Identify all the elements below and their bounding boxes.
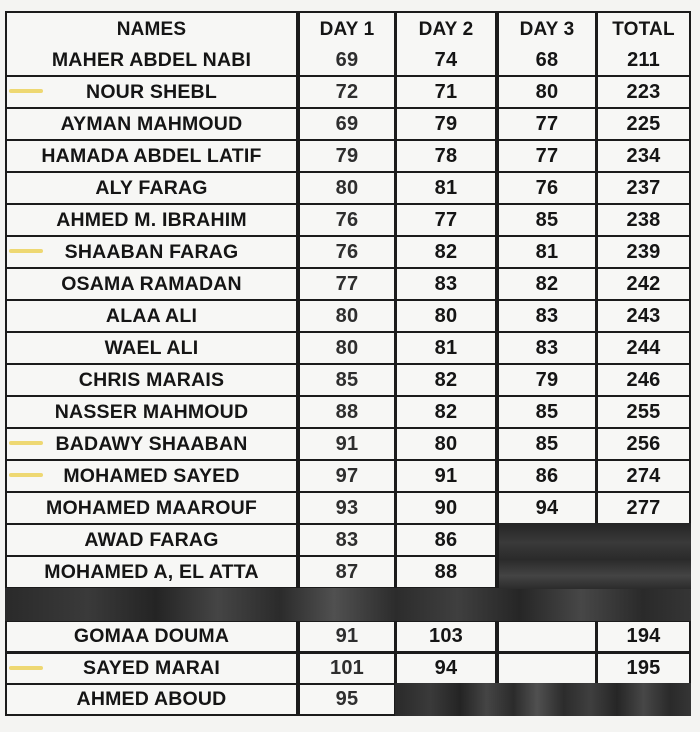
player-name: AHMED ABOUD xyxy=(7,685,296,714)
day3-score: 83 xyxy=(499,301,595,331)
day2-score: 79 xyxy=(397,109,495,139)
column-header-day1: DAY 1 xyxy=(300,13,394,45)
total-score: 194 xyxy=(598,622,689,651)
total-score: 243 xyxy=(598,301,689,331)
total-score: 223 xyxy=(598,77,689,107)
day1-score: 97 xyxy=(300,461,394,491)
shaded-empty-area xyxy=(499,523,691,589)
column-header-day2: DAY 2 xyxy=(397,13,495,45)
total-score: 244 xyxy=(598,333,689,363)
day3-score: 80 xyxy=(499,77,595,107)
day2-score: 74 xyxy=(397,45,495,75)
day1-score: 87 xyxy=(300,557,394,587)
day2-score: 77 xyxy=(397,205,495,235)
day3-score: 94 xyxy=(499,493,595,523)
day2-score: 82 xyxy=(397,365,495,395)
scores-table xyxy=(5,11,691,716)
column-header-day3: DAY 3 xyxy=(499,13,595,45)
day1-score: 88 xyxy=(300,397,394,427)
day3-score xyxy=(499,654,595,683)
player-name: OSAMA RAMADAN xyxy=(7,269,296,299)
day3-score xyxy=(499,622,595,651)
day1-score: 76 xyxy=(300,237,394,267)
player-name: AHMED M. IBRAHIM xyxy=(7,205,296,235)
highlighter-mark xyxy=(9,441,43,445)
day2-score: 94 xyxy=(397,654,495,683)
total-score: 274 xyxy=(598,461,689,491)
player-name: ALY FARAG xyxy=(7,173,296,203)
player-name: MOHAMED SAYED xyxy=(7,461,296,491)
day3-score: 83 xyxy=(499,333,595,363)
day1-score: 93 xyxy=(300,493,394,523)
player-name: SAYED MARAI xyxy=(7,654,296,683)
player-name: HAMADA ABDEL LATIF xyxy=(7,141,296,171)
highlighter-mark xyxy=(9,473,43,477)
day3-score: 77 xyxy=(499,141,595,171)
day2-score: 82 xyxy=(397,397,495,427)
total-score: 211 xyxy=(598,45,689,75)
player-name: MOHAMED A, EL ATTA xyxy=(7,557,296,587)
player-name: ALAA ALI xyxy=(7,301,296,331)
day1-score: 69 xyxy=(300,45,394,75)
total-score: 237 xyxy=(598,173,689,203)
day3-score: 82 xyxy=(499,269,595,299)
day2-score: 88 xyxy=(397,557,495,587)
total-score: 239 xyxy=(598,237,689,267)
day1-score: 80 xyxy=(300,333,394,363)
day3-score: 68 xyxy=(499,45,595,75)
highlighter-mark xyxy=(9,89,43,93)
day2-score: 91 xyxy=(397,461,495,491)
day3-score: 86 xyxy=(499,461,595,491)
total-score: 242 xyxy=(598,269,689,299)
day2-score: 81 xyxy=(397,173,495,203)
shaded-empty-area xyxy=(395,683,691,716)
day3-score: 85 xyxy=(499,397,595,427)
total-score: 277 xyxy=(598,493,689,523)
total-score: 246 xyxy=(598,365,689,395)
total-score: 225 xyxy=(598,109,689,139)
total-score: 255 xyxy=(598,397,689,427)
day3-score: 76 xyxy=(499,173,595,203)
day2-score: 103 xyxy=(397,622,495,651)
day1-score: 85 xyxy=(300,365,394,395)
player-name: MAHER ABDEL NABI xyxy=(7,45,296,75)
total-score: 256 xyxy=(598,429,689,459)
day3-score: 85 xyxy=(499,205,595,235)
day2-score: 80 xyxy=(397,429,495,459)
day3-score: 81 xyxy=(499,237,595,267)
day2-score: 90 xyxy=(397,493,495,523)
player-name: NOUR SHEBL xyxy=(7,77,296,107)
player-name: BADAWY SHAABAN xyxy=(7,429,296,459)
day1-score: 101 xyxy=(300,654,394,683)
player-name: CHRIS MARAIS xyxy=(7,365,296,395)
day2-score: 83 xyxy=(397,269,495,299)
day2-score: 71 xyxy=(397,77,495,107)
day1-score: 76 xyxy=(300,205,394,235)
player-name: AWAD FARAG xyxy=(7,525,296,555)
day3-score: 77 xyxy=(499,109,595,139)
day1-score: 95 xyxy=(300,685,394,714)
player-name: NASSER MAHMOUD xyxy=(7,397,296,427)
day1-score: 91 xyxy=(300,622,394,651)
day1-score: 91 xyxy=(300,429,394,459)
total-score: 238 xyxy=(598,205,689,235)
player-name: GOMAA DOUMA xyxy=(7,622,296,651)
day1-score: 83 xyxy=(300,525,394,555)
day2-score: 78 xyxy=(397,141,495,171)
player-name: AYMAN MAHMOUD xyxy=(7,109,296,139)
day2-score: 86 xyxy=(397,525,495,555)
day1-score: 80 xyxy=(300,301,394,331)
day1-score: 77 xyxy=(300,269,394,299)
day2-score: 81 xyxy=(397,333,495,363)
player-name: SHAABAN FARAG xyxy=(7,237,296,267)
total-score: 195 xyxy=(598,654,689,683)
day3-score: 85 xyxy=(499,429,595,459)
day3-score: 79 xyxy=(499,365,595,395)
player-name: WAEL ALI xyxy=(7,333,296,363)
day1-score: 72 xyxy=(300,77,394,107)
day1-score: 80 xyxy=(300,173,394,203)
total-score: 234 xyxy=(598,141,689,171)
day2-score: 82 xyxy=(397,237,495,267)
day2-score: 80 xyxy=(397,301,495,331)
day1-score: 69 xyxy=(300,109,394,139)
divider-band xyxy=(5,588,691,621)
column-header-name: NAMES xyxy=(7,13,296,45)
highlighter-mark xyxy=(9,666,43,670)
player-name: MOHAMED MAAROUF xyxy=(7,493,296,523)
column-header-total: TOTAL xyxy=(598,13,689,45)
highlighter-mark xyxy=(9,249,43,253)
day1-score: 79 xyxy=(300,141,394,171)
